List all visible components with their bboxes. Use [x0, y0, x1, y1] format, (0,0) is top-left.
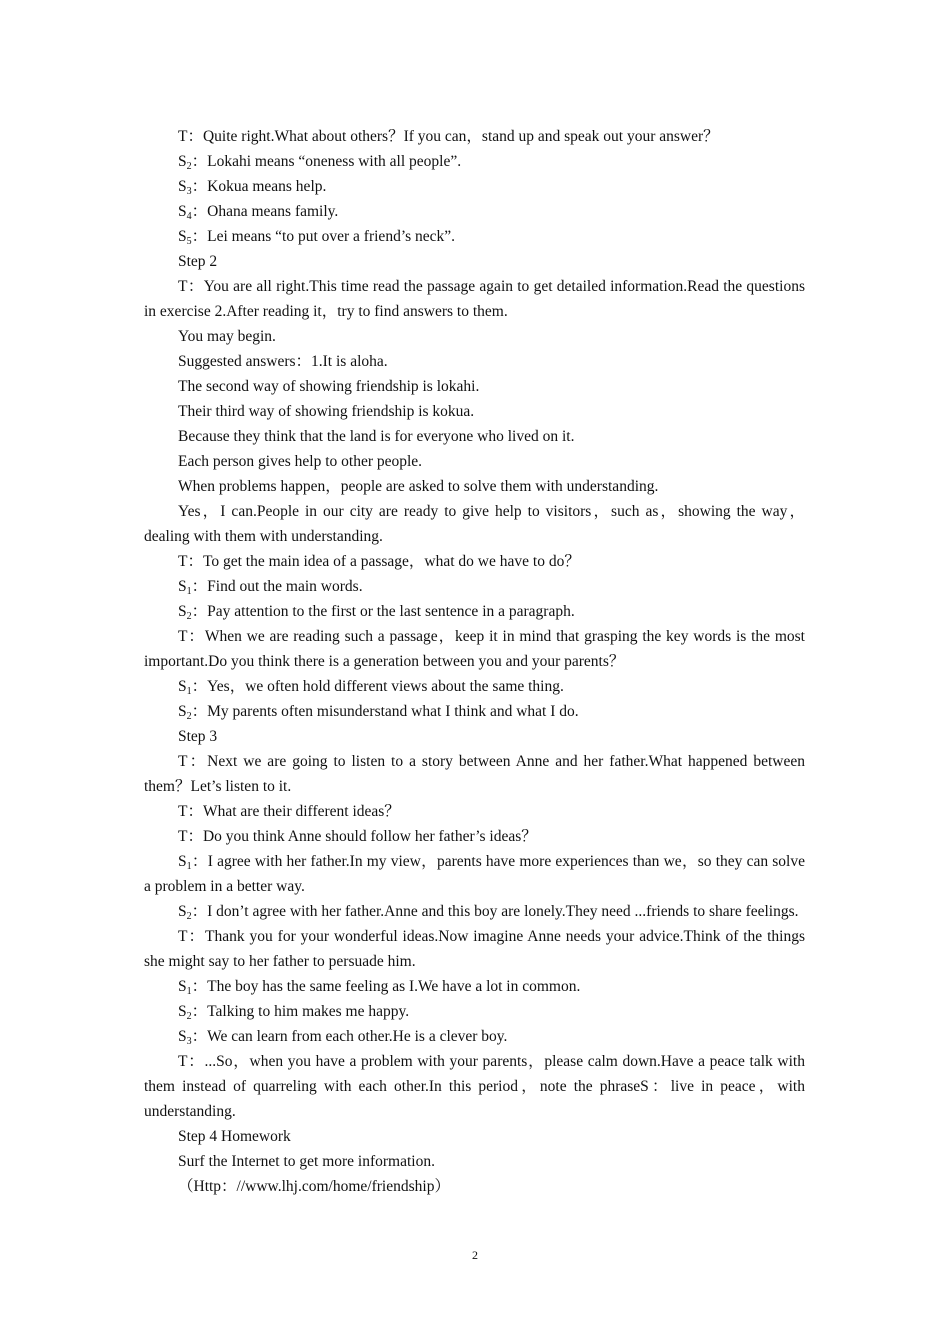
line-text: Find out the main words. — [207, 578, 363, 595]
speaker-label: S — [178, 853, 187, 870]
dialogue-line — [144, 899, 805, 924]
line-text: My parents often misunderstand what I think and what I do. — [207, 703, 579, 720]
speaker-colon: ： — [191, 203, 208, 220]
speaker-number: 3 — [186, 186, 192, 197]
dialogue-line — [144, 749, 805, 799]
dialogue-line — [144, 599, 805, 624]
dialogue-line — [144, 549, 805, 574]
speaker-label: S — [178, 1003, 187, 1020]
line-text: Quite right.What about others？If you can，stand up and speak out your answer？ — [202, 128, 719, 145]
dialogue-line — [144, 199, 805, 224]
line-text: I don’t agree with her father.Anne and this boy are lonely.They need ...friends to share feelings. — [207, 903, 799, 920]
speaker-colon: ： — [191, 1003, 208, 1020]
speaker-label: T — [178, 628, 188, 645]
line-text: When we are reading such a passage，keep it in mind that grasping the key words is the most important.Do you think there is a generation between you and your parents？ — [144, 628, 805, 670]
line-text: （Http：//www.lhj.com/home/friendship） — [178, 1178, 450, 1195]
speaker-colon: ： — [187, 828, 203, 845]
line-text: To get the main idea of a passage，what do we have to do？ — [202, 553, 580, 570]
line-text: Thank you for your wonderful ideas.Now imagine Anne needs your advice.Think of the things she might say to her father to persuade him. — [144, 928, 805, 970]
dialogue-line — [144, 824, 805, 849]
line-text: Lei means “to put over a friend’s neck”. — [207, 228, 456, 245]
speaker-label: S — [178, 578, 187, 595]
line-text: Yes，we often hold different views about the same thing. — [207, 678, 564, 695]
line-text: Step 3 — [178, 728, 218, 745]
dialogue-line — [144, 1024, 805, 1049]
speaker-label: S — [178, 1028, 187, 1045]
speaker-label: T — [178, 803, 188, 820]
speaker-colon: ： — [191, 978, 208, 995]
speaker-colon: ： — [191, 578, 208, 595]
dialogue-line — [144, 999, 805, 1024]
speaker-number: 2 — [186, 711, 192, 722]
speaker-colon: ： — [187, 128, 203, 145]
line-text: Step 4 Homework — [178, 1128, 291, 1145]
speaker-number: 1 — [186, 861, 192, 872]
dialogue-line — [144, 924, 805, 974]
text-line — [144, 249, 805, 274]
dialogue-line — [144, 224, 805, 249]
dialogue-line — [144, 974, 805, 999]
text-line — [144, 349, 805, 374]
speaker-colon: ： — [187, 278, 204, 295]
speaker-label: T — [178, 928, 188, 945]
line-text: Ohana means family. — [207, 203, 339, 220]
text-line — [144, 1174, 805, 1199]
line-text: We can learn from each other.He is a clever boy. — [207, 1028, 508, 1045]
dialogue-line — [144, 1049, 805, 1124]
text-line — [144, 424, 805, 449]
line-text: Because they think that the land is for everyone who lived on it. — [178, 428, 575, 445]
line-text: Pay attention to the first or the last sentence in a paragraph. — [207, 603, 575, 620]
speaker-label: S — [178, 603, 187, 620]
speaker-colon: ： — [191, 703, 208, 720]
text-line — [144, 724, 805, 749]
speaker-number: 2 — [186, 161, 192, 172]
line-text: Their third way of showing friendship is kokua. — [178, 403, 475, 420]
speaker-colon: ： — [191, 603, 208, 620]
line-text: When problems happen，people are asked to solve them with understanding. — [178, 478, 659, 495]
speaker-number: 2 — [186, 611, 192, 622]
speaker-label: S — [178, 903, 187, 920]
text-line — [144, 449, 805, 474]
speaker-colon: ： — [191, 678, 208, 695]
dialogue-line — [144, 174, 805, 199]
speaker-label: T — [178, 753, 188, 770]
line-text: I agree with her father.In my view，parents have more experiences than we，so they can solve a problem in a better way. — [144, 853, 805, 895]
speaker-number: 1 — [186, 986, 192, 997]
line-text: Surf the Internet to get more information. — [178, 1153, 435, 1170]
dialogue-line — [144, 624, 805, 674]
line-text: What are their different ideas？ — [202, 803, 400, 820]
speaker-label: T — [178, 128, 188, 145]
speaker-colon: ： — [191, 1028, 208, 1045]
text-line — [144, 499, 805, 549]
line-text: Suggested answers：1.It is aloha. — [178, 353, 388, 370]
line-text: You may begin. — [178, 328, 276, 345]
speaker-label: S — [178, 678, 187, 695]
speaker-colon: ： — [187, 553, 203, 570]
text-line — [144, 374, 805, 399]
dialogue-line — [144, 274, 805, 324]
line-text: The second way of showing friendship is lokahi. — [178, 378, 480, 395]
dialogue-line — [144, 849, 805, 899]
speaker-label: T — [178, 828, 188, 845]
speaker-number: 5 — [186, 236, 192, 247]
line-text: Next we are going to listen to a story between Anne and her father.What happened between them？Let’s listen to it. — [144, 753, 805, 795]
speaker-colon: ： — [187, 753, 208, 770]
speaker-colon: ： — [187, 1053, 205, 1070]
text-line — [144, 324, 805, 349]
speaker-label: T — [178, 553, 188, 570]
speaker-label: S — [178, 203, 187, 220]
speaker-number: 2 — [186, 1011, 192, 1022]
speaker-label: T — [178, 1053, 188, 1070]
speaker-colon: ： — [187, 928, 206, 945]
speaker-number: 1 — [186, 586, 192, 597]
dialogue-line — [144, 799, 805, 824]
speaker-colon: ： — [187, 803, 203, 820]
speaker-number: 4 — [186, 211, 192, 222]
speaker-label: S — [178, 228, 187, 245]
speaker-label: T — [178, 278, 188, 295]
speaker-label: S — [178, 703, 187, 720]
line-text: Each person gives help to other people. — [178, 453, 423, 470]
speaker-colon: ： — [191, 178, 208, 195]
line-text: You are all right.This time read the passage again to get detailed information.Read the questions in exercise 2.After reading it，try to find answers to them. — [144, 278, 805, 320]
line-text: Yes，I can.People in our city are ready to give help to visitors，such as，showing the way，dealing with them with understanding. — [144, 503, 805, 545]
speaker-label: S — [178, 178, 187, 195]
speaker-colon: ： — [187, 628, 205, 645]
speaker-colon: ： — [191, 228, 208, 245]
line-text: Step 2 — [178, 253, 218, 270]
speaker-label: S — [178, 153, 187, 170]
dialogue-line — [144, 674, 805, 699]
speaker-colon: ： — [191, 853, 208, 870]
line-text: ...So，when you have a problem with your parents，please calm down.Have a peace talk with them instead of quarreling with each other.In this period，note the phraseS：live in peace，with understanding. — [144, 1053, 805, 1120]
line-text: Lokahi means “oneness with all people”. — [207, 153, 462, 170]
text-line — [144, 474, 805, 499]
text-line — [144, 1124, 805, 1149]
line-text: Do you think Anne should follow her father’s ideas？ — [202, 828, 537, 845]
speaker-number: 2 — [186, 911, 192, 922]
speaker-number: 3 — [186, 1036, 192, 1047]
speaker-number: 1 — [186, 686, 192, 697]
speaker-colon: ： — [191, 903, 208, 920]
line-text: Talking to him makes me happy. — [207, 1003, 410, 1020]
line-text: The boy has the same feeling as I.We have a lot in common. — [207, 978, 581, 995]
text-line — [144, 399, 805, 424]
dialogue-line — [144, 149, 805, 174]
line-text: Kokua means help. — [207, 178, 327, 195]
dialogue-line — [144, 699, 805, 724]
dialogue-line — [144, 124, 805, 149]
speaker-label: S — [178, 978, 187, 995]
lesson-transcript — [144, 124, 805, 1199]
page-number: 2 — [472, 1248, 478, 1262]
text-line — [144, 1149, 805, 1174]
dialogue-line — [144, 574, 805, 599]
speaker-colon: ： — [191, 153, 208, 170]
